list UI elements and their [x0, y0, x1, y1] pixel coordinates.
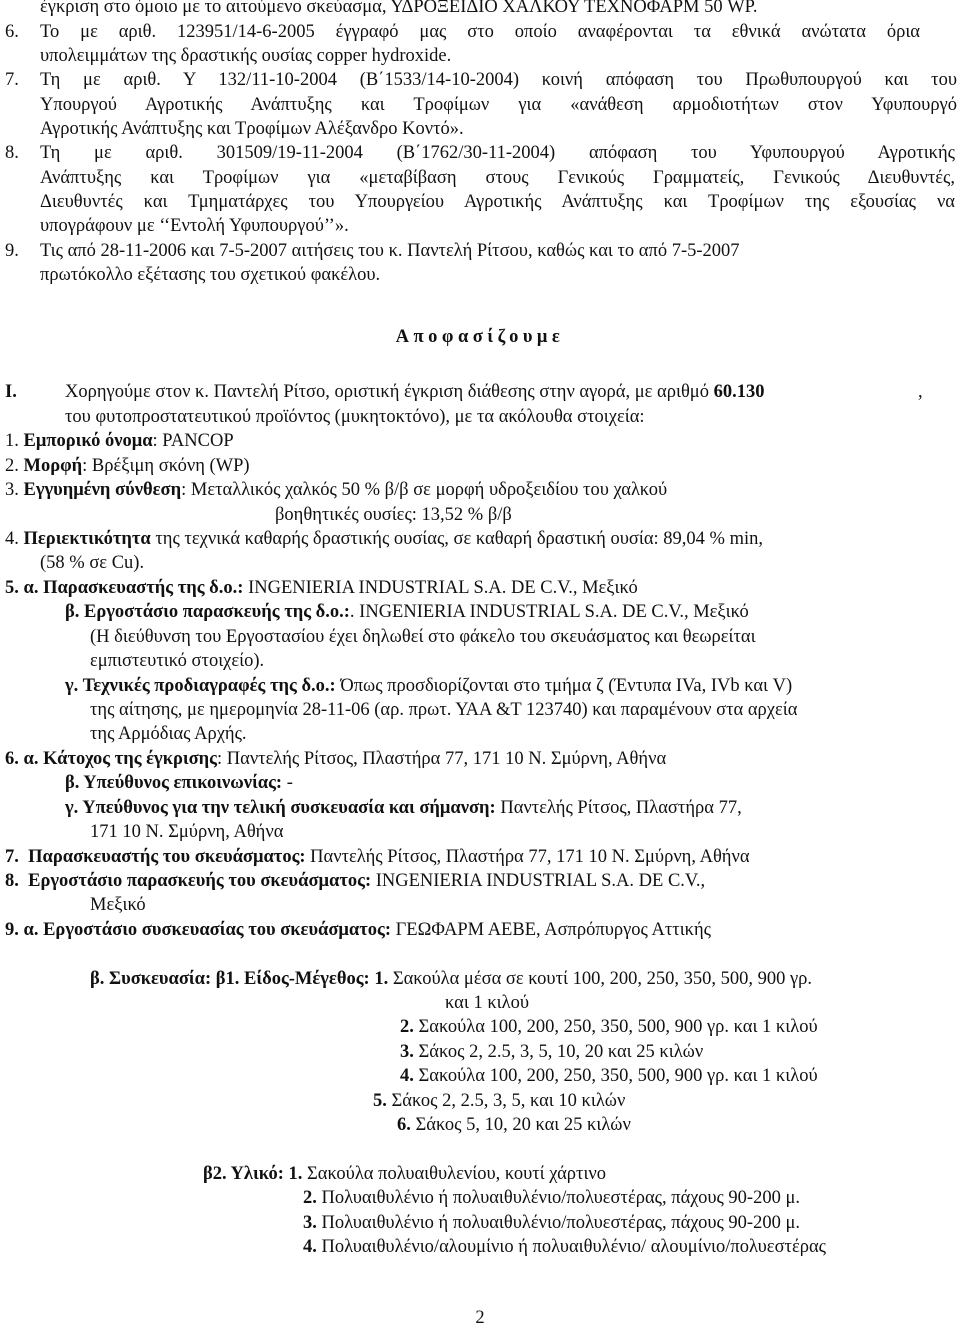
item-number-7: 7.	[5, 70, 19, 90]
ref-8-line-3: Διευθυντές και Τμηματάρχες του Υπουργείου Αγροτικής Ανάπτυξης και Τροφίμων της εξουσίας να	[40, 192, 955, 212]
field-trade-name: 1. Εμπορικό όνομα: PANCOP	[5, 431, 234, 451]
page-number: 2	[475, 1308, 485, 1328]
field-packaging-responsible: γ. Υπεύθυνος για την τελική συσκευασία και σήμανση: Παντελής Ρίτσος, Πλαστήρα 77,	[65, 798, 742, 818]
ref-9-line-2: πρωτόκολλο εξέτασης του σχετικού φακέλου.	[40, 265, 381, 285]
ref-9-line-1: Τις από 28-11-2006 και 7-5-2007 αιτήσεις του κ. Παντελή Ρίτσου, καθώς και το από 7-5-2007	[40, 241, 740, 261]
section-I-line-2: του φυτοπροστατευτικού προϊόντος (μυκητοκτόνο), με τα ακόλουθα στοιχεία:	[65, 407, 645, 427]
field-factory-note-1: (Η διεύθυνση του Εργοστασίου έχει δηλωθεί στο φάκελο του σκευάσματος και θεωρείται	[90, 627, 756, 647]
field-form: 2. Μορφή: Βρέξιμη σκόνη (WP)	[5, 456, 250, 476]
field-material: β2. Υλικό: 1. Σακούλα πολυαιθυλενίου, κουτί χάρτινο	[203, 1164, 607, 1184]
ref-6-line-1: Το με αριθ. 123951/14-6-2005 έγγραφό μας στο οποίο αναφέρονται τα εθνικά ανώτατα όρια	[40, 22, 920, 42]
item-number-8: 8.	[5, 143, 19, 163]
field-formulation-plant-2: Μεξικό	[90, 895, 146, 915]
packaging-list-item: 5. Σάκος 2, 2.5, 3, 5, και 10 κιλών	[373, 1091, 626, 1111]
field-tech-specs-2: της αίτησης, με ημερομηνία 28-11-06 (αρ. πρωτ. ΥΑΑ &Τ 123740) και παραμένουν στα αρχεία	[90, 700, 798, 720]
continuation-line: έγκριση στο όμοιο με το αιτούμενο σκεύασμα, ΥΔΡΟΞΕΙΔΙΟ ΧΑΛΚΟΥ ΤΕΧΝΟΦΑΡΜ 50 WP.	[40, 0, 758, 17]
packaging-list-item: 2. Σακούλα 100, 200, 250, 350, 500, 900 γρ. και 1 κιλού	[400, 1017, 818, 1037]
field-purity-cu: (58 % σε Cu).	[40, 553, 145, 573]
field-factory-note-2: εμπιστευτικό στοιχείο).	[90, 651, 265, 671]
field-purity: 4. Περιεκτικότητα της τεχνικά καθαρής δραστικής ουσίας, σε καθαρή δραστική ουσία: 89,04 % min,	[5, 529, 763, 549]
field-packaging-type-cont: και 1 κιλού	[445, 993, 530, 1013]
section-number-I: Ι.	[5, 382, 17, 402]
field-manufacturer-as: 5. α. Παρασκευαστής της δ.ο.: INGENIERIA INDUSTRIAL S.A. DE C.V., Μεξικό	[5, 578, 638, 598]
ref-8-line-2: Ανάπτυξης και Τροφίμων για «μεταβίβαση στους Γενικούς Γραμματείς, Γενικούς Διευθυντές,	[40, 168, 955, 188]
field-factory-as: β. Εργοστάσιο παρασκευής της δ.ο.:. INGENIERIA INDUSTRIAL S.A. DE C.V., Μεξικό	[65, 602, 749, 622]
approval-number: 60.130	[713, 382, 765, 402]
material-list-item: 2. Πολυαιθυλένιο ή πολυαιθυλένιο/πολυεστέρας, πάχους 90-200 μ.	[303, 1188, 801, 1208]
material-list-item: 4. Πολυαιθυλένιο/αλουμίνιο ή πολυαιθυλένιο/ αλουμίνιο/πολυεστέρας	[303, 1237, 827, 1257]
field-composition-aux: βοηθητικές ουσίες: 13,52 % β/β	[275, 505, 512, 525]
ref-8-line-4: υπογράφουν με ‘‘Εντολή Υφυπουργού’’».	[40, 216, 349, 236]
ref-7-line-3: Αγροτικής Ανάπτυξης και Τροφίμων Αλέξανδρο Κοντό».	[40, 119, 464, 139]
field-tech-specs: γ. Τεχνικές προδιαγραφές της δ.ο.: Όπως προσδιορίζονται στο τμήμα ζ (Έντυπα IVa, IVb και V)	[65, 676, 793, 696]
ref-7-line-2: Υπουργού Αγροτικής Ανάπτυξης και Τροφίμων για «ανάθεση αρμοδιοτήτων στον Υφυπουργό	[40, 95, 957, 115]
field-tech-specs-3: της Αρμόδιας Αρχής.	[90, 724, 247, 744]
section-I-comma: ,	[918, 382, 923, 402]
material-list-item: 3. Πολυαιθυλένιο ή πολυαιθυλένιο/πολυεστέρας, πάχους 90-200 μ.	[303, 1213, 801, 1233]
field-holder: 6. α. Κάτοχος της έγκρισης: Παντελής Ρίτσος, Πλαστήρα 77, 171 10 Ν. Σμύρνη, Αθήνα	[5, 749, 667, 769]
field-composition: 3. Εγγυημένη σύνθεση: Μεταλλικός χαλκός 50 % β/β σε μορφή υδροξειδίου του χαλκού	[5, 480, 668, 500]
item-number-9: 9.	[5, 241, 19, 261]
packaging-list-item: 6. Σάκος 5, 10, 20 και 25 κιλών	[397, 1115, 631, 1135]
ref-6-line-2: υπολειμμάτων της δραστικής ουσίας copper hydroxide.	[40, 46, 452, 66]
field-packaging-type: β. Συσκευασία: β1. Είδος-Μέγεθος: 1. Σακούλα μέσα σε κουτί 100, 200, 250, 350, 500, 900 γρ.	[90, 969, 813, 989]
ref-8-line-1: Τη με αριθ. 301509/19-11-2004 (Β΄1762/30-11-2004) απόφαση του Υφυπουργού Αγροτικής	[40, 143, 955, 163]
decision-heading: Αποφασίζουμε	[395, 327, 565, 347]
field-formulator: 7. Παρασκευαστής του σκευάσματος: Παντελής Ρίτσος, Πλαστήρα 77, 171 10 Ν. Σμύρνη, Αθήνα	[5, 847, 750, 867]
field-packaging-plant: 9. α. Εργοστάσιο συσκευασίας του σκευάσματος: ΓΕΩΦΑΡΜ ΑΕΒΕ, Ασπρόπυργος Αττικής	[5, 920, 711, 940]
field-packaging-responsible-2: 171 10 Ν. Σμύρνη, Αθήνα	[90, 822, 284, 842]
packaging-list-item: 3. Σάκος 2, 2.5, 3, 5, 10, 20 και 25 κιλών	[400, 1042, 704, 1062]
item-number-6: 6.	[5, 22, 19, 42]
section-I-line-1: Χορηγούμε στον κ. Παντελή Ρίτσο, οριστική έγκριση διάθεσης στην αγορά, με αριθμό 60.130	[65, 382, 765, 402]
packaging-list-item: 4. Σακούλα 100, 200, 250, 350, 500, 900 γρ. και 1 κιλού	[400, 1066, 818, 1086]
field-contact: β. Υπεύθυνος επικοινωνίας: -	[65, 773, 293, 793]
ref-7-line-1: Τη με αριθ. Υ 132/11-10-2004 (Β΄1533/14-10-2004) κοινή απόφαση του Πρωθυπουργού και του	[40, 70, 957, 90]
field-formulation-plant: 8. Εργοστάσιο παρασκευής του σκευάσματος: INGENIERIA INDUSTRIAL S.A. DE C.V.,	[5, 871, 706, 891]
